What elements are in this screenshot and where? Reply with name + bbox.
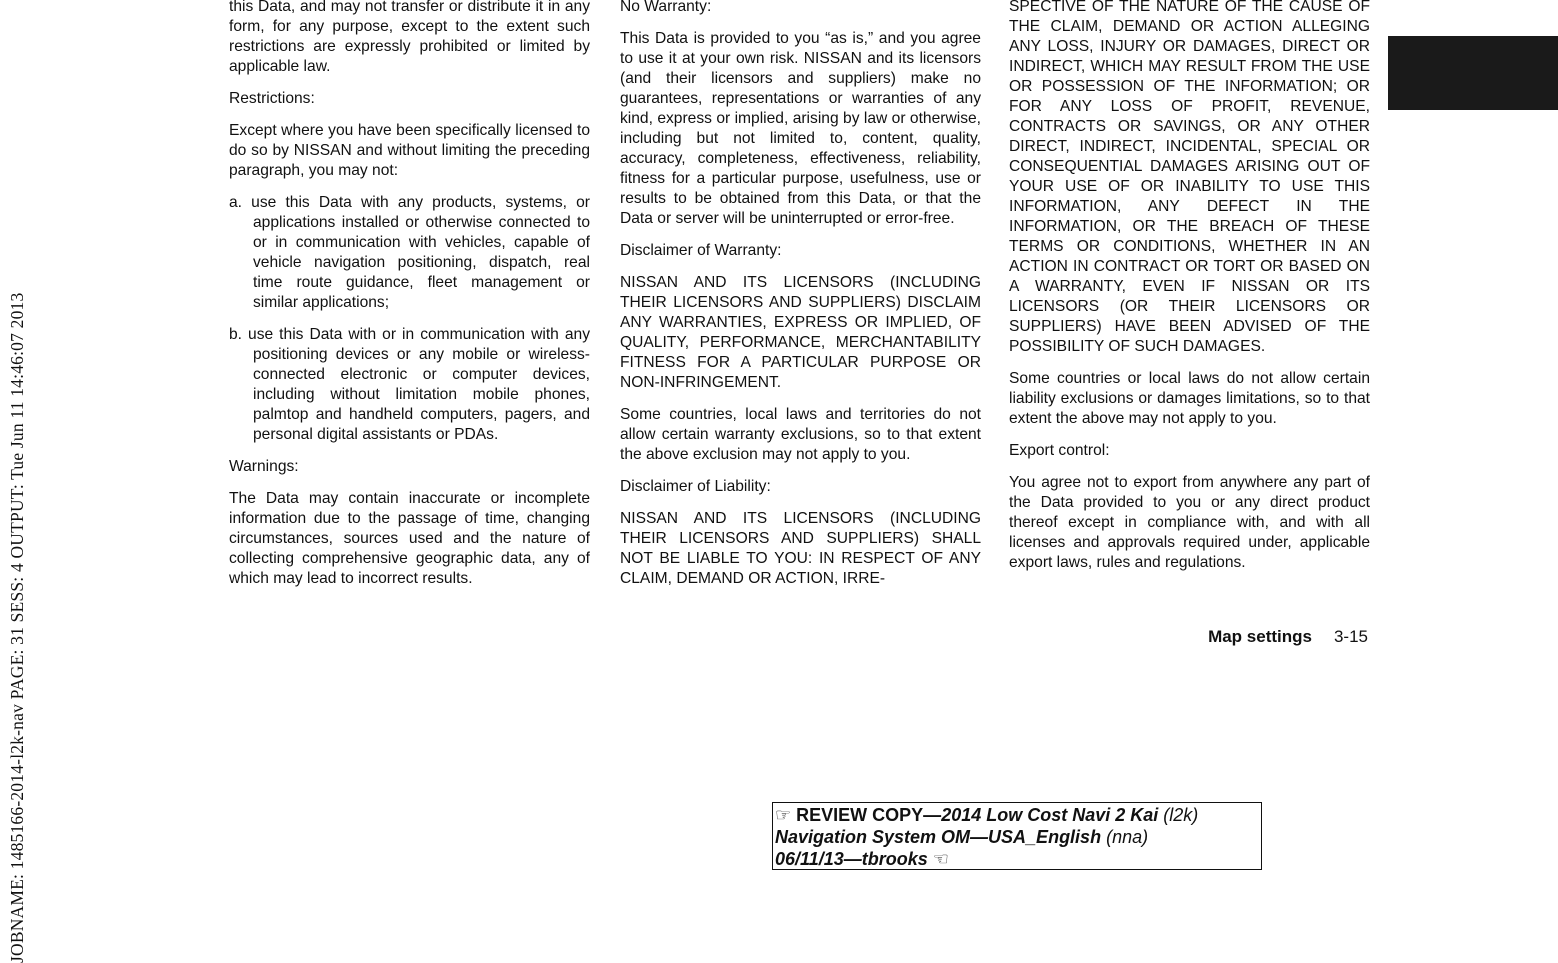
paragraph: The Data may contain inaccurate or incomplete information due to the passage of time, changing circumstances, sources used and the nature of collecting comprehensive geographic data, any of which may lead to incorrect results. [229, 490, 590, 587]
paragraph: Disclaimer of Liability: [620, 478, 771, 495]
paragraph: No Warranty: [620, 0, 712, 15]
chapter-tab [1388, 36, 1558, 110]
paragraph: Except where you have been specifically licensed to do so by NISSAN and without limiting the preceding paragraph, you may not: [229, 122, 590, 179]
paragraph: Disclaimer of Warranty: [620, 242, 782, 259]
review-label: REVIEW COPY— [796, 805, 942, 825]
paragraph: this Data, and may not transfer or distribute it in any form, for any purpose, except to the extent such restrictions are expressly prohibited or limited by applicable law. [229, 0, 590, 75]
paragraph: b. use this Data with or in communication with any positioning devices or any mobile or wireless-connected electronic or computer devices, including without limitation mobile phones, palmtop and handheld computers, pagers, and personal digital assistants or PDAs. [229, 326, 590, 443]
column-2 [620, 0, 981, 601]
paragraph: Some countries or local laws do not allow certain liability exclusions or damages limitations, so to that extent the above may not apply to you. [1009, 370, 1370, 427]
paragraph: You agree not to export from anywhere any part of the Data provided to you or any direct product thereof except in compliance with, and with all licenses and approvals required under, applicable export laws, rules and regulations. [1009, 474, 1370, 571]
review-date-author: 06/11/13—tbrooks [775, 849, 928, 869]
review-system: Navigation System OM—USA_English [775, 827, 1102, 847]
review-title: 2014 Low Cost Navi 2 Kai [941, 805, 1159, 825]
pointing-hand-left-icon: ☜ [932, 849, 949, 869]
review-region-code: (nna) [1106, 827, 1149, 847]
page-number: 3-15 [1333, 627, 1368, 646]
paragraph: SPECTIVE OF THE NATURE OF THE CAUSE OF THE CLAIM, DEMAND OR ACTION ALLEGING ANY LOSS, INJURY OR DAMAGES, DIRECT OR INDIRECT, WHICH MAY RESULT FROM THE USE OR POSSESSION OF THE INFORMATION; OR FOR ANY LOSS OF PROFIT, REVENUE, CONTRACTS OR SAVINGS, OR ANY OTHER DIRECT, INDIRECT, INCIDENTAL, SPECIAL OR CONSEQUENTIAL DAMAGES ARISING OUT OF YOUR USE OF OR INABILITY TO USE THIS INFORMATION, ANY DEFECT IN THE INFORMATION, OR THE BREACH OF THESE TERMS OR CONDITIONS, WHETHER IN AN ACTION IN CONTRACT OR TORT OR BASED ON A WARRANTY, EVEN IF NISSAN OR ITS LICENSORS (OR THEIR LICENSORS OR SUPPLIERS) HAVE BEEN ADVISED OF THE POSSIBILITY OF SUCH DAMAGES. [1009, 0, 1370, 355]
review-copy-box [772, 802, 1262, 870]
column-3 [1009, 0, 1370, 585]
paragraph: This Data is provided to you “as is,” and you agree to use it at your own risk. NISSAN and its licensors (and their licensors and suppliers) make no guarantees, representations or warranties of any kind, express or implied, arising by law or otherwise, including but not limited to, content, quality, accuracy, completeness, effectiveness, reliability, fitness for a particular purpose, usefulness, use or results to be obtained from this Data, or that the Data or server will be uninterrupted or error-free. [620, 30, 981, 227]
pointing-hand-right-icon: ☞ [775, 805, 792, 825]
paragraph: Restrictions: [229, 90, 315, 107]
paragraph: Warnings: [229, 458, 299, 475]
paragraph: Export control: [1009, 442, 1110, 459]
column-1 [229, 0, 590, 601]
review-code: (l2k) [1163, 805, 1199, 825]
paragraph: a. use this Data with any products, systems, or applications installed or otherwise connected to or in communication with vehicles, capable of vehicle navigation positioning, dispatch, real time route guidance, fleet management or similar applications; [229, 194, 590, 311]
paragraph: Some countries, local laws and territories do not allow certain warranty exclusions, so to that extent the above exclusion may not apply to you. [620, 406, 981, 463]
paragraph: NISSAN AND ITS LICENSORS (INCLUDING THEIR LICENSORS AND SUPPLIERS) SHALL NOT BE LIABLE TO YOU: IN RESPECT OF ANY CLAIM, DEMAND OR ACTION, IRRE- [620, 510, 981, 587]
section-title: Map settings [1208, 627, 1312, 646]
paragraph: NISSAN AND ITS LICENSORS (INCLUDING THEIR LICENSORS AND SUPPLIERS) DISCLAIM ANY WARRANTIES, EXPRESS OR IMPLIED, OF QUALITY, PERFORMANCE, MERCHANTABILITY FITNESS FOR A PARTICULAR PURPOSE OR NON-INFRINGEMENT. [620, 274, 981, 391]
job-info-sidebar: JOBNAME: 1485166-2014-l2k-nav PAGE: 31 SESS: 4 OUTPUT: Tue Jun 11 14:46:07 2013 [7, 292, 27, 963]
page-footer [1208, 627, 1368, 647]
